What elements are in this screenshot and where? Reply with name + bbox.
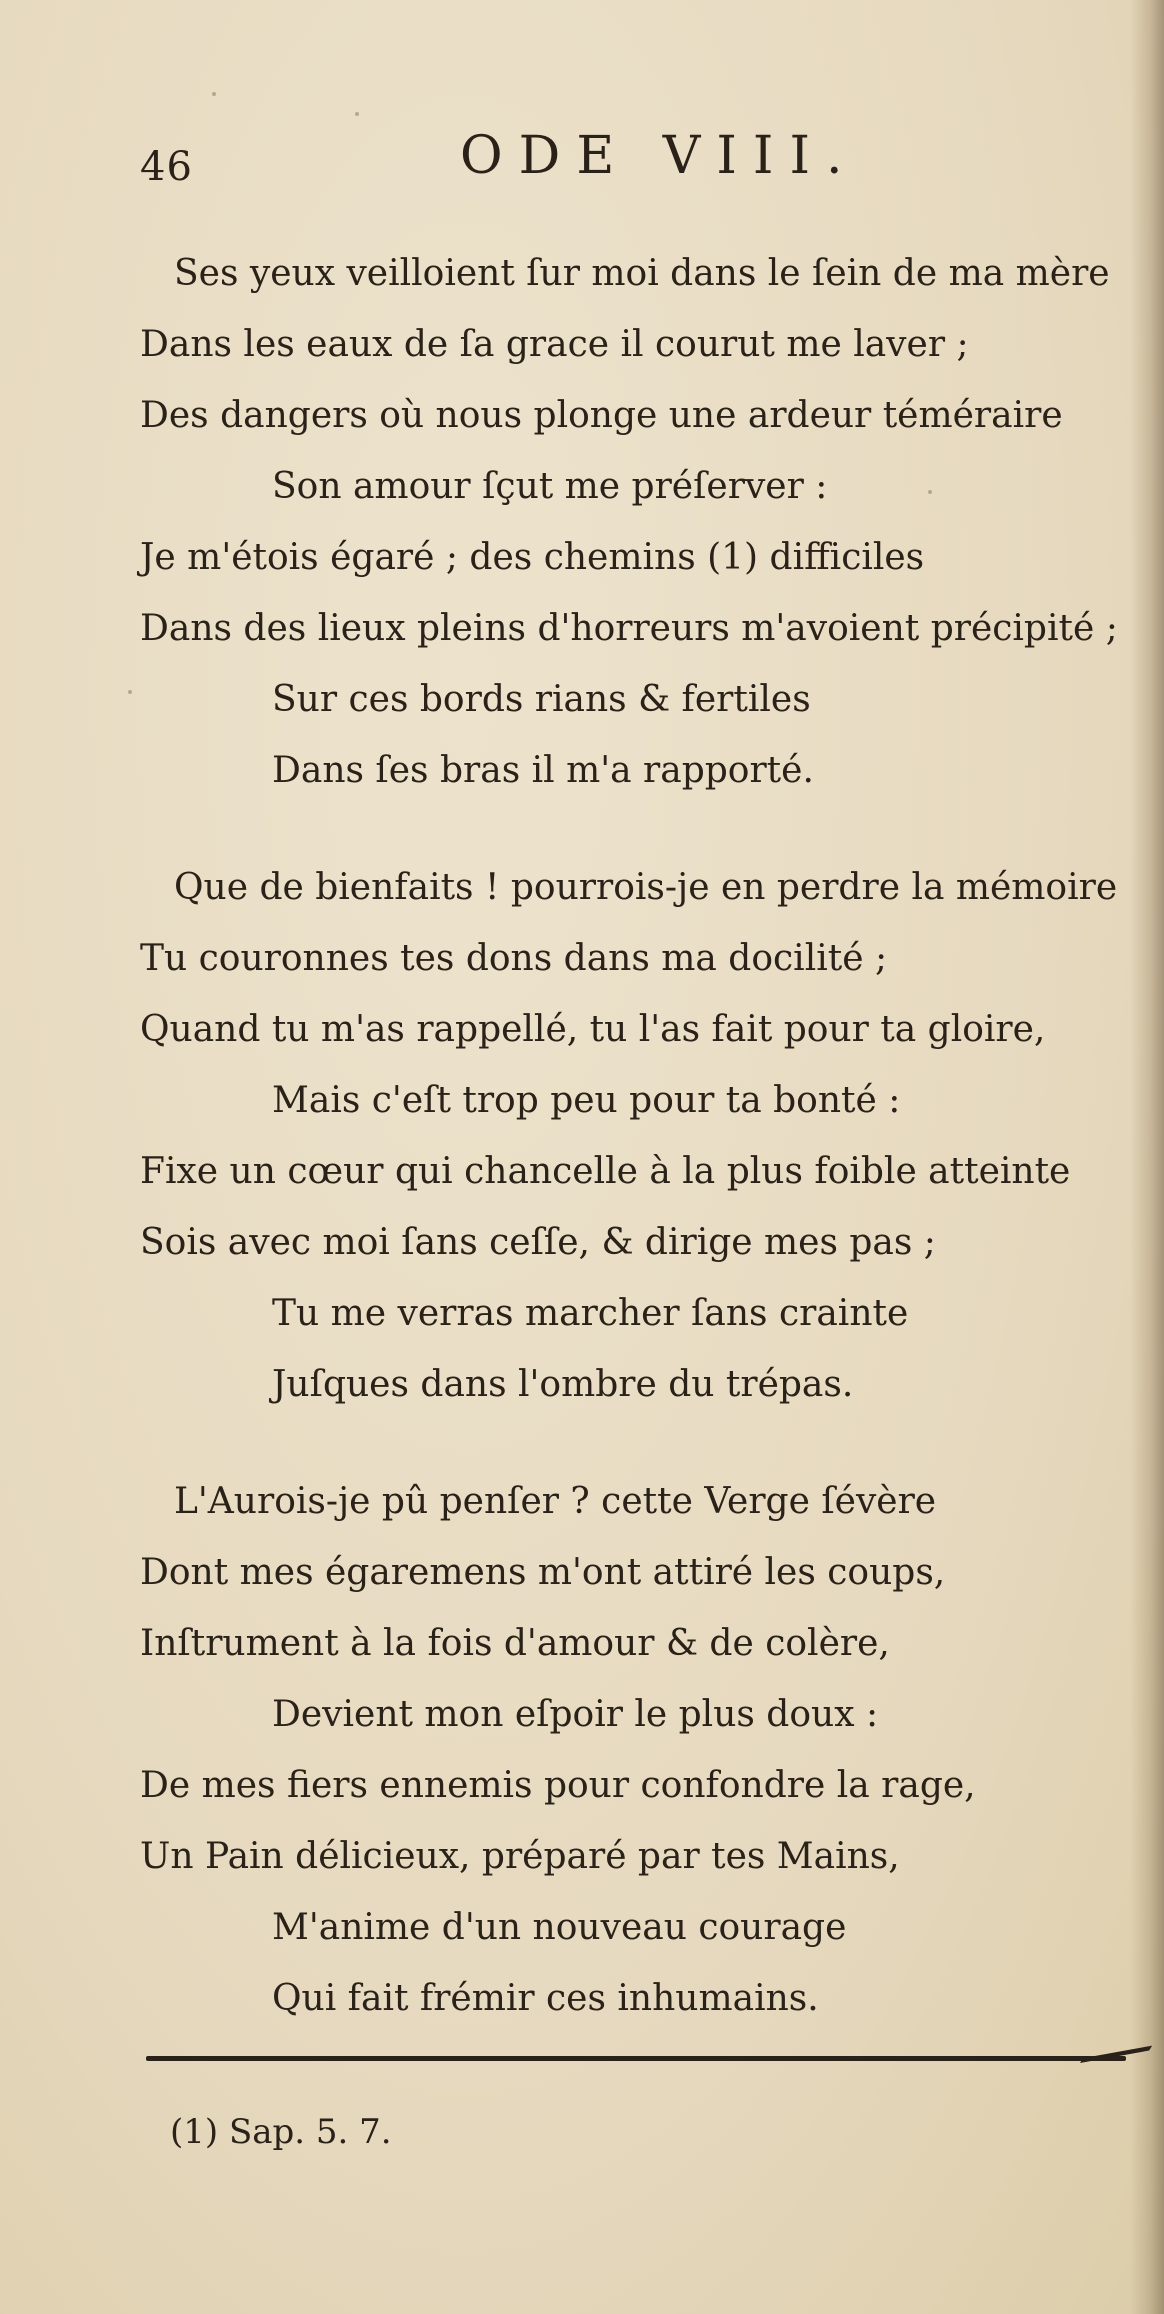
verse-line: Tu couronnes tes dons dans ma docilité ;	[140, 938, 888, 979]
verse-line: Un Pain délicieux, préparé par tes Mains,	[140, 1836, 900, 1877]
verse-line: Que de bienfaits ! pourrois-je en perdre la mémoire	[174, 867, 1118, 908]
verse-line: Sur ces bords rians & fertiles	[272, 679, 811, 720]
page-number: 46	[140, 144, 193, 190]
footnote: (1) Sap. 5. 7.	[170, 2112, 392, 2152]
running-title: ODE VIII.	[460, 126, 859, 186]
verse-line: Dans les eaux de ſa grace il courut me laver ;	[140, 324, 969, 365]
verse-line: Sois avec moi ſans ceſſe, & dirige mes pas ;	[140, 1222, 936, 1263]
verse-line: Dans des lieux pleins d'horreurs m'avoient précipité ;	[140, 608, 1118, 649]
verse-line: Fixe un cœur qui chancelle à la plus foible atteinte	[140, 1151, 1071, 1192]
verse-line: Dans ſes bras il m'a rapporté.	[272, 750, 814, 791]
verse-line: L'Aurois-je pû penſer ? cette Verge ſévère	[174, 1481, 937, 1522]
verse-line: Qui fait frémir ces inhumains.	[272, 1978, 819, 2019]
verse-line: Des dangers où nous plonge une ardeur téméraire	[140, 395, 1063, 436]
verse-line: Inſtrument à la fois d'amour & de colère,	[140, 1623, 890, 1664]
paper-speck	[928, 490, 932, 494]
page-gutter-shadow	[1130, 0, 1164, 2314]
paper-speck	[128, 690, 132, 694]
verse-line: Son amour ſçut me préſerver :	[272, 466, 828, 507]
footnote-rule	[146, 2056, 1126, 2061]
verse-line: M'anime d'un nouveau courage	[272, 1907, 847, 1948]
verse-line: Quand tu m'as rappellé, tu l'as fait pour ta gloire,	[140, 1009, 1046, 1050]
verse-line: Dont mes égaremens m'ont attiré les coups,	[140, 1552, 946, 1593]
verse-line: Devient mon eſpoir le plus doux :	[272, 1694, 879, 1735]
page-header	[0, 126, 1164, 206]
paper-speck	[355, 112, 359, 116]
verse-line: Je m'étois égaré ; des chemins (1) difficiles	[140, 537, 925, 578]
verse-line: Tu me verras marcher ſans crainte	[272, 1293, 909, 1334]
verse-line: Juſques dans l'ombre du trépas.	[272, 1364, 854, 1405]
paper-speck	[212, 92, 216, 96]
verse-line: Ses yeux veilloient ſur moi dans le ſein de ma mère	[174, 253, 1110, 294]
verse-line: De mes fiers ennemis pour confondre la rage,	[140, 1765, 976, 1806]
verse-line: Mais c'eſt trop peu pour ta bonté :	[272, 1080, 901, 1121]
